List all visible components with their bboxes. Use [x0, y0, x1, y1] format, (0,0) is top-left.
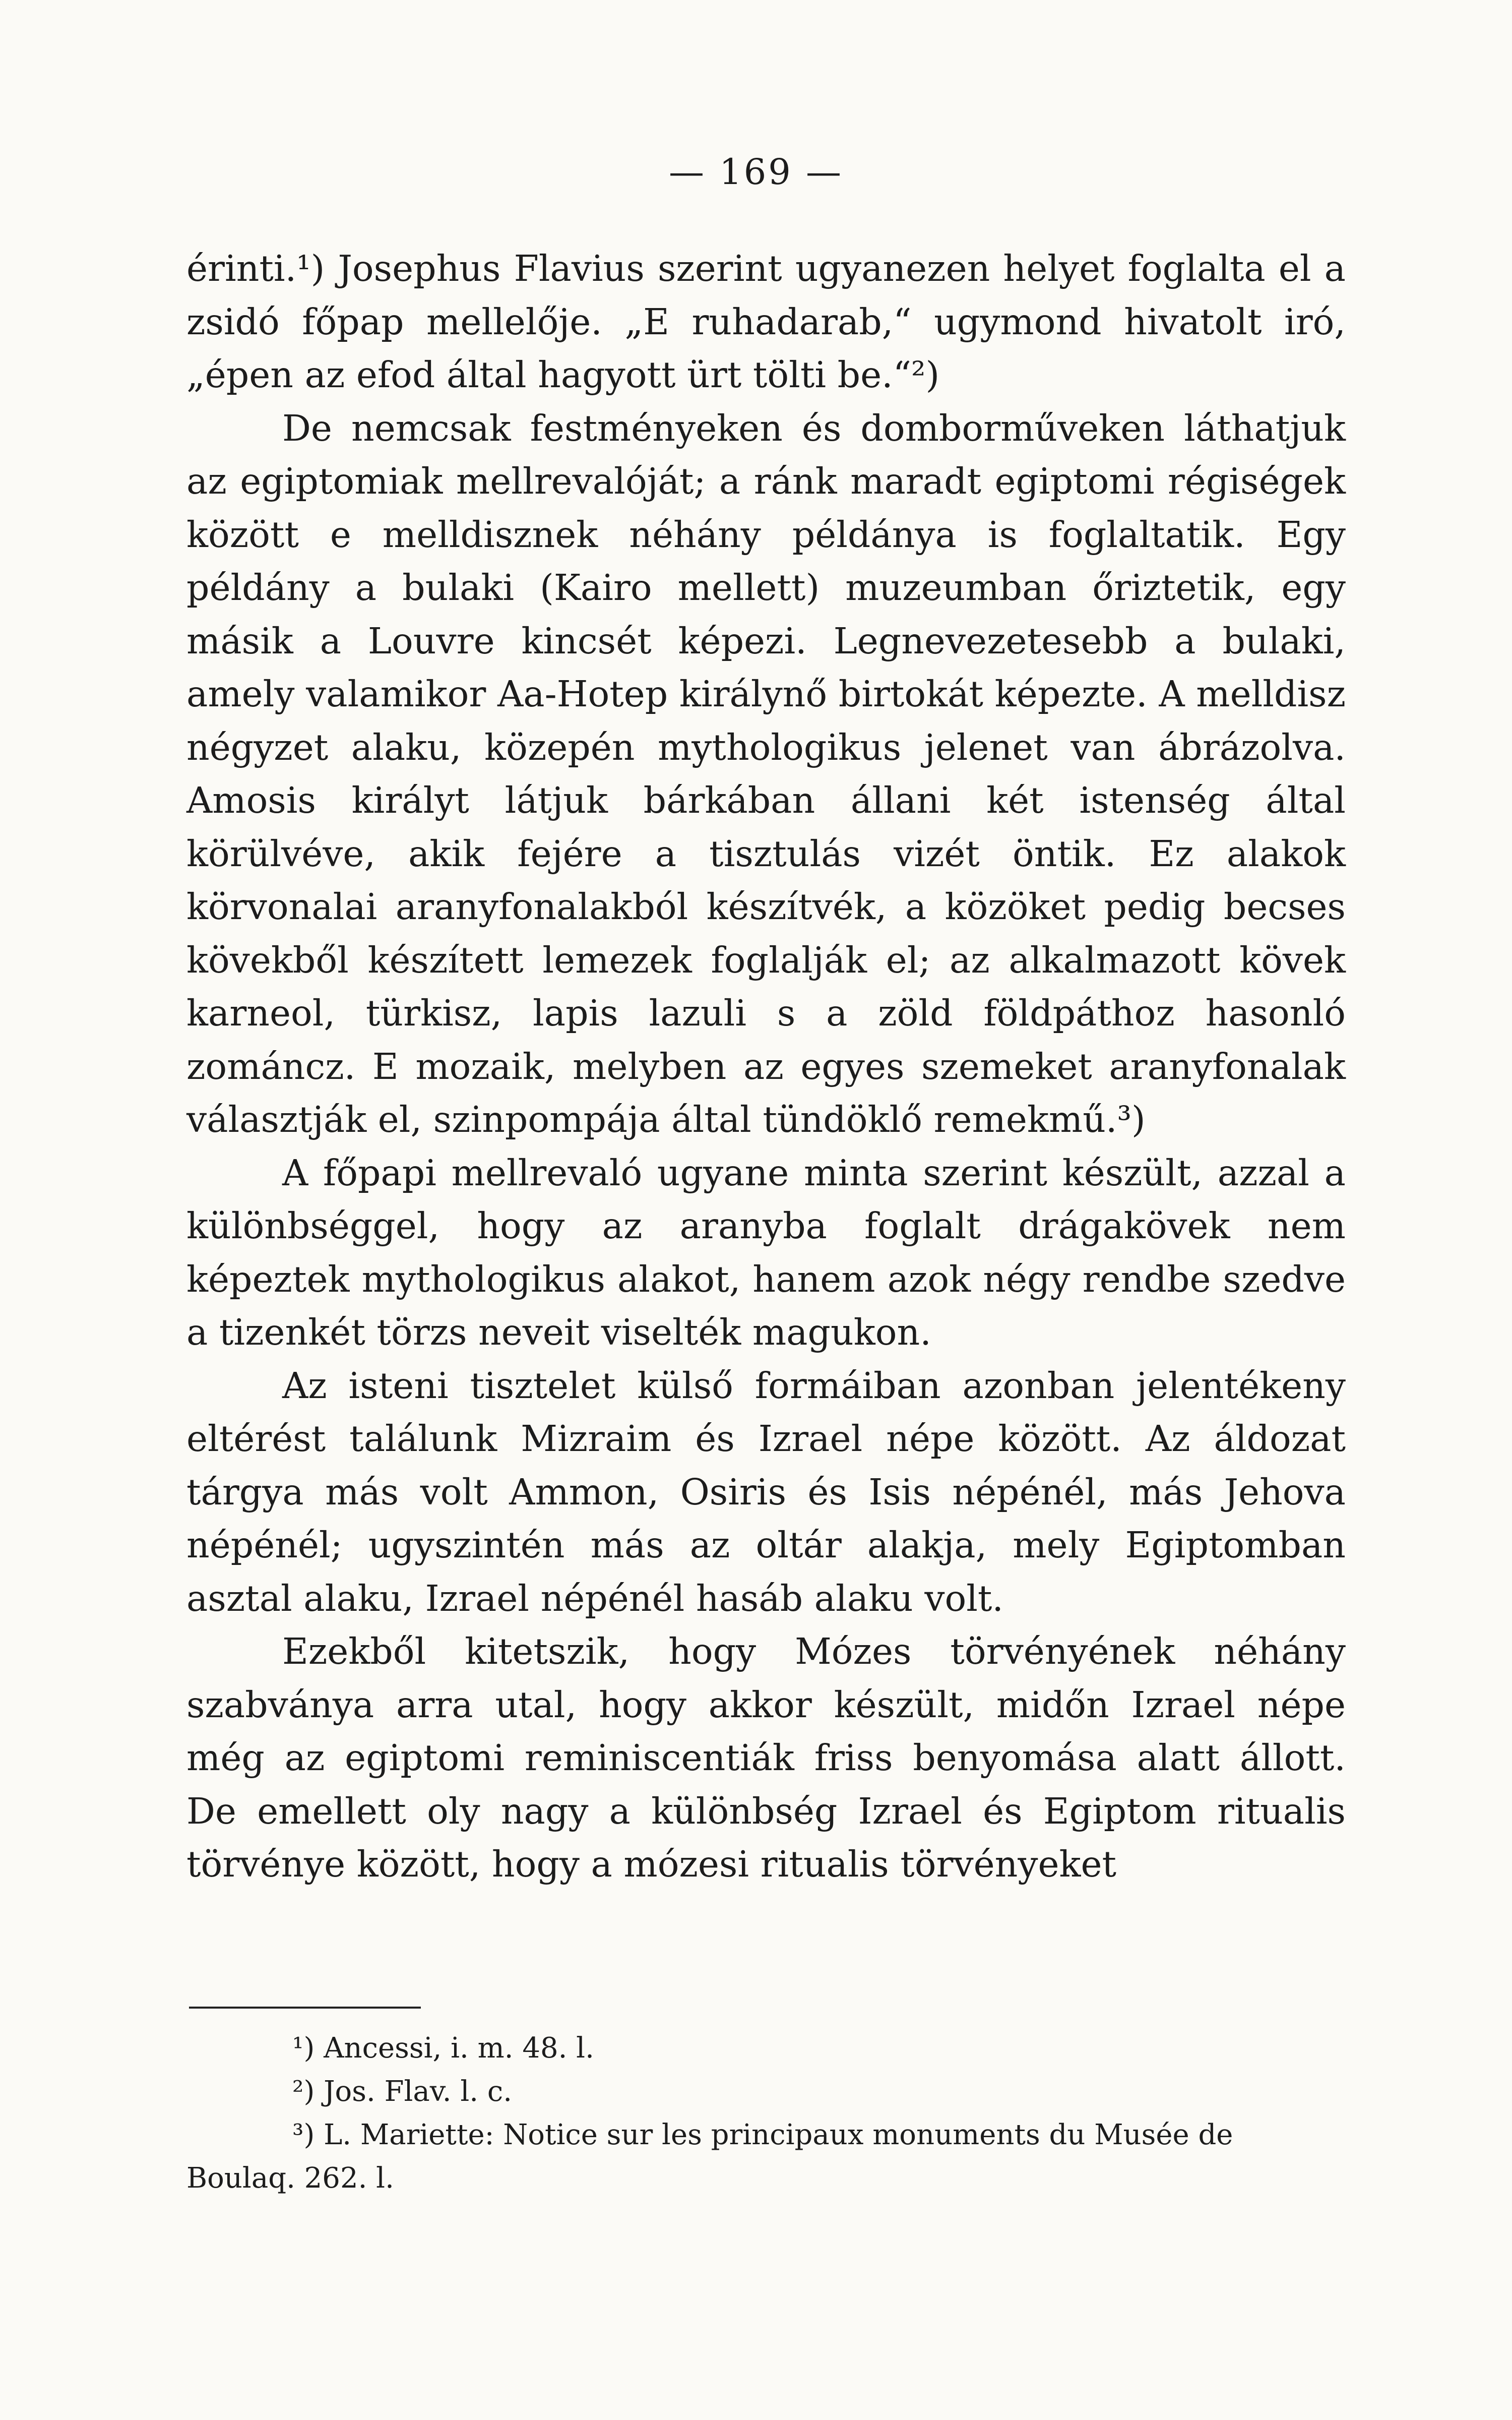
footnote-1: ¹) Ancessi, i. m. 48. l.: [292, 2032, 594, 2065]
paragraph-1: érinti.¹) Josephus Flavius szerint ugyanezen helyet foglalta el a zsidó főpap mellelője. „E ruhadarab,“ ugymond hivatolt iró, „épen az efod által hagyott ürt tölti be.“²): [186, 248, 1346, 396]
page-number: — 169 —: [668, 151, 844, 193]
footnote-divider: [189, 2007, 421, 2009]
paragraph-2: De nemcsak festményeken és domborműveken láthatjuk az egiptomiak mellrevalóját; a ránk maradt egiptomi régiségek között e melldisznek néhány példánya is foglaltatik. Egy példány a bulaki (Kairo mellett) muzeumban őriztetik, egy másik a Louvre kincsét képezi. Legnevezetesebb a bulaki, amely valamikor Aa-Hotep királynő birtokát képezte. A melldisz négyzet alaku, közepén mythologikus jelenet van ábrázolva. Amosis királyt látjuk bárkában állani két istenség által körülvéve, akik fejére a tisztulás vizét öntik. Ez alakok körvonalai aranyfonalakból készítvék, a közöket pedig becses kövekből készített lemezek foglalják el; az alkalmazott kövek karneol, türkisz, lapis lazuli s a zöld földpáthoz hasonló zománcz. E mozaik, melyben az egyes szemeket aranyfonalak választják el, szinpompája által tündöklő remekmű.³): [186, 407, 1346, 1140]
paragraph-3: A főpapi mellrevaló ugyane minta szerint készült, azzal a különbséggel, hogy az aranyba foglalt drágakövek nem képeztek mythologikus alakot, hanem azok négy rendbe szedve a tizenkét törzs neveit viselték magukon.: [186, 1152, 1346, 1353]
body-text: [186, 242, 1346, 1891]
footnotes: [186, 2027, 1346, 2200]
footnote-2: ²) Jos. Flav. l. c.: [292, 2075, 513, 2108]
paragraph-5: Ezekből kitetszik, hogy Mózes törvényének néhány szabványa arra utal, hogy akkor készült, midőn Izrael népe még az egiptomi reminiscentiák friss benyomása alatt állott. De emellett oly nagy a különbség Izrael és Egiptom ritualis törvénye között, hogy a mózesi ritualis törvényeket: [186, 1630, 1346, 1885]
paragraph-4: Az isteni tisztelet külső formáiban azonban jelentékeny eltérést találunk Mizraim és Izrael népe között. Az áldozat tárgya más volt Ammon, Osiris és Isis népénél, más Jehova népénél; ugyszintén más az oltár alakja, mely Egiptomban asztal alaku, Izrael népénél hasáb alaku volt.: [186, 1364, 1346, 1619]
footnote-3: ³) L. Mariette: Notice sur les principaux monuments du Musée de Boulaq. 262. l.: [186, 2119, 1233, 2195]
